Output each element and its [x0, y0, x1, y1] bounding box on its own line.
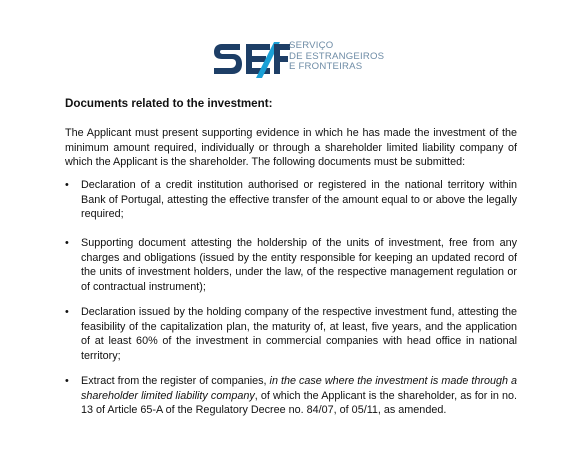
logo-letter-f	[274, 44, 290, 74]
bullet-icon: •	[65, 306, 69, 318]
list-item-text-post: , of which the Applicant is the shareholder, as for in no. 13 of Article 65-A of the Regulatory Decree no. 84/07, of 05/11, as amended.	[81, 389, 517, 417]
list-item-text: Declaration of a credit institution authorised or registered in the national territory within Bank of Portugal, attesting the effective transfer of the amount equal to or above the legally required;	[81, 179, 517, 221]
bullet-icon: •	[65, 179, 69, 191]
logo-line-1: SERVIÇO	[289, 40, 334, 51]
list-item-text-pre: Extract from the register of companies,	[81, 375, 270, 387]
logo-line-2: DE ESTRANGEIROS	[289, 50, 385, 62]
list-item-text: Supporting document attesting the holdership of the units of investment, free from any charges and obligations (issued by the entity responsible for keeping an updated record of the units of investment holders, under the law, of the respective management regulation or of contractual instrument);	[81, 237, 517, 293]
list-item-text: Declaration issued by the holding company of the respective investment fund, attesting the feasibility of the capitalization plan, the maturity of, at least, five years, and the application of at least 60% of the investment in commercial companies with head office in national territory;	[81, 306, 517, 362]
list-item-text	[81, 374, 517, 418]
logo-line-3: E FRONTEIRAS	[289, 61, 363, 73]
intro-paragraph: The Applicant must present supporting evidence in which he has made the investment of the minimum amount required, individually or through a shareholder limited liability company of which the Applicant is the shareholder. The following documents must be submitted:	[65, 127, 517, 169]
list-item-text-italic: in the case where the investment is made through a shareholder limited liability company	[81, 375, 517, 402]
logo-letter-s	[214, 44, 242, 74]
bullet-icon: •	[65, 237, 69, 249]
bullet-icon: •	[65, 375, 69, 387]
section-heading: Documents related to the investment:	[65, 97, 273, 110]
list-item	[65, 305, 517, 363]
list-item	[65, 374, 517, 418]
list-item	[65, 178, 517, 222]
list-item	[65, 236, 517, 294]
logo-wordmark	[289, 41, 399, 73]
